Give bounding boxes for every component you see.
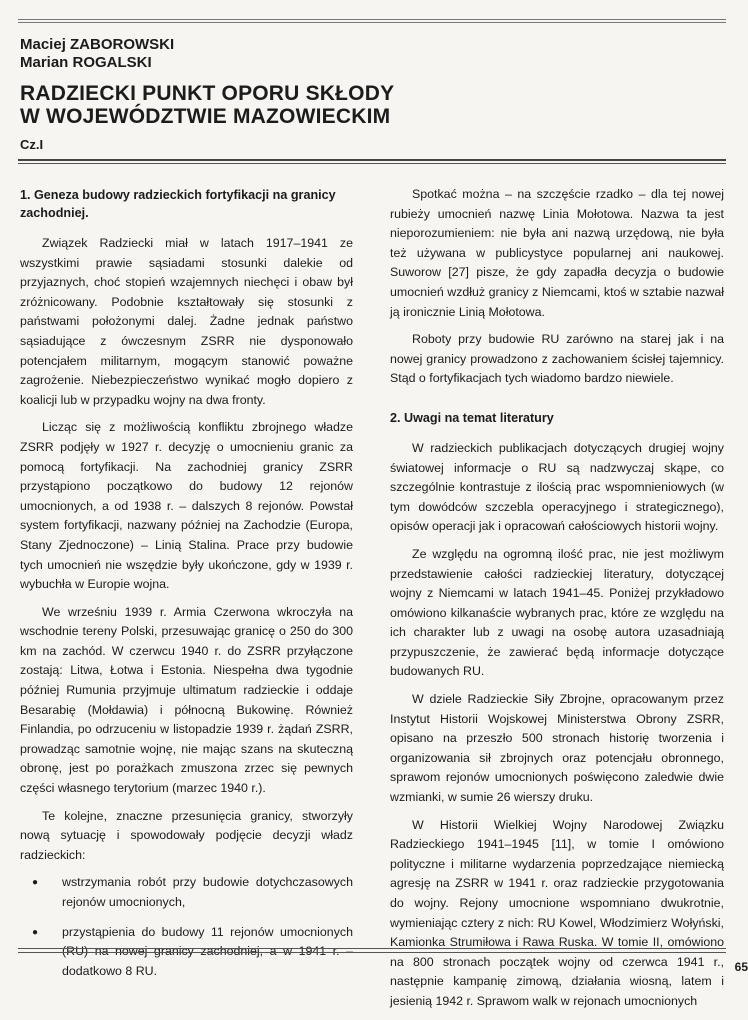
top-rule [18,19,726,20]
right-column [390,185,724,1020]
section-rule-2 [18,163,726,164]
paragraph: Ze względu na ogromną ilość prac, nie jest możliwym przedstawienie całości radzieckiej literatury, dotyczącej wojny z Niemcami w latach 1941–45. Poniżej przykładowo omówiono kilkanaście wybranych prac, które ze względu na ich charakter lub z uwagi na osobę autora uzasadniają przypuszczenie, że zawierać będą informacje dotyczące budowanych RU. [390,546,724,679]
author-2: Marian ROGALSKI [20,54,152,71]
paragraph: W Historii Wielkiej Wojny Narodowej Związku Radzieckiego 1941–1945 [11], w tomie I omówiono polityczne i militarne wydarzenia poprzedzające niemiecką agresję na ZSRR w 1941 r. oraz radzieckie przygotowania do wojny. Rejony umocnione wspomniano dwukrotnie, wymieniając cztery z nich: RU Kowel, Włodzimierz Wołyński, Kamionka Strumiłowa i Rawa Ruska. W tomie II, omówiono na 800 stronach początek wojny od czerwca 1941 r., następnie kampanię zimową, działania wiosną, latem i jesienią 1942 r. Sprawom walk w rejonach umocnionych [390,817,724,1008]
section-1-heading: 1. Geneza budowy radzieckich fortyfikacji na granicy zachodniej. [20,188,336,220]
section-rule [18,159,726,161]
part-label: Cz.I [20,137,44,152]
author-1: Maciej ZABOROWSKI [20,36,175,53]
paragraph: Licząc się z możliwością konfliktu zbrojnego władze ZSRR podjęły w 1927 r. decyzję o umocnieniu granic za pomocą fortyfikacji. Na zachodniej granicy ZSRR przystąpiono początkowo do budowy 12 rejonów umocnionych, a od 1938 r. – dalszych 8 rejonów. Powstał system fortyfikacji, nazwany później na Zachodzie (Europa, Stany Zjednoczone) – Linią Stalina. Prace przy budowie tych umocnień nie wszędzie były ukończone, gdy w 1939 r. wybuchła w Europie wojna. [20,420,353,592]
paragraph: W radzieckich publikacjach dotyczących drugiej wojny światowej informacje o RU są nadzwyczaj skąpe, co szczególnie kontrastuje z ilością prac wspomnieniowych (w tym dowódców szczebla operacyjnego i strategicznego), opisów operacji jak i opracowań całościowych historii wojny. [390,440,724,534]
top-rule-2 [18,22,726,23]
article-title [20,82,394,128]
bullet-item: ● wstrzymania robót przy budowie dotychczasowych rejonów umocnionych, [20,873,353,912]
bullet-list [20,873,353,981]
bullet-item: ● przystąpienia do budowy 11 rejonów umocnionych (RU) na nowej granicy zachodniej, a w 1941 r. – dodatkowo 8 RU. [20,923,353,982]
title-line-1: RADZIECKI PUNKT OPORU SKŁODY [20,82,395,105]
paragraph: Roboty przy budowie RU zarówno na starej jak i na nowej granicy prowadzono z zachowaniem ścisłej tajemnicy. Stąd o fortyfikacjach tych wiadomo bardzo niewiele. [390,332,724,386]
paragraph: Spotkać można – na szczęście rzadko – dla tej nowej rubieży umocnień nazwę Linia Mołotowa. Nazwa ta jest nieporozumieniem: nie była ani nazwą urzędową, nie była też używana w publicystyce popularnej ani naukowej. Suworow [27] pisze, że gdy zapadła decyzja o budowie umocnień wzdłuż granicy z Niemcami, ktoś w sztabie nazwał ją ironicznie Linią Mołotowa. [390,187,724,319]
bottom-rule-2 [18,952,726,953]
page-number: 65 [734,960,748,974]
left-column [20,186,353,991]
paragraph: We wrześniu 1939 r. Armia Czerwona wkroczyła na wschodnie tereny Polski, przesuwając granicę o 250 do 300 km na zachód. W czerwcu 1940 r. do ZSRR przyłączone zostają: Litwa, Łotwa i Estonia. Niespełna dwa tygodnie później Rumunia przyjmuje ultimatum radzieckie i oddaje Besarabię (Mołdawia) i północną Bukowinę. Również Finlandia, po odrzuceniu w listopadzie 1939 r. żądań ZSRR, prowadząc samotnie wojnę, nie mając szans na skuteczną obronę, jest po porażkach zmuszona zrzec się pewnych części własnego terytorium (marzec 1940 r.). [20,604,353,796]
authors [20,36,174,72]
paragraph: Te kolejne, znaczne przesunięcia granicy, stworzyły nową sytuację i spowodowały podjęcie decyzji władz radzieckich: [20,808,353,862]
paragraph: Związek Radziecki miał w latach 1917–1941 ze wszystkimi prawie sąsiadami stosunki dalekie od przyjaznych, choć stopień wzajemnych niechęci i obaw był zróżnicowany. Podobnie kształtowały się stosunki z państwami położonymi dalej. Żadne jednak państwo sąsiadujące z ówczesnym ZSRR nie dysponowało potencjałem militarnym, mogącym stanowić poważne zagrożenie. Niebezpieczeństwo wynikać mogło dopiero z koalicji lub w przypadku wojny na dwa fronty. [20,236,353,407]
paragraph: W dziele Radzieckie Siły Zbrojne, opracowanym przez Instytut Historii Wojskowej Ministerstwa Obrony ZSRR, opisano na przeszło 500 stronach historię tworzenia i organizowania sił zbrojnych oraz potencjału obronnego, sprawom rejonów umocnionych poświęcono zaledwie dwie wzmianki, w sumie 26 wierszy druku. [390,692,724,805]
section-2-heading: 2. Uwagi na temat literatury [390,410,554,425]
title-line-2: W WOJEWÓDZTWIE MAZOWIECKIM [20,105,391,128]
bottom-rule [18,948,726,949]
